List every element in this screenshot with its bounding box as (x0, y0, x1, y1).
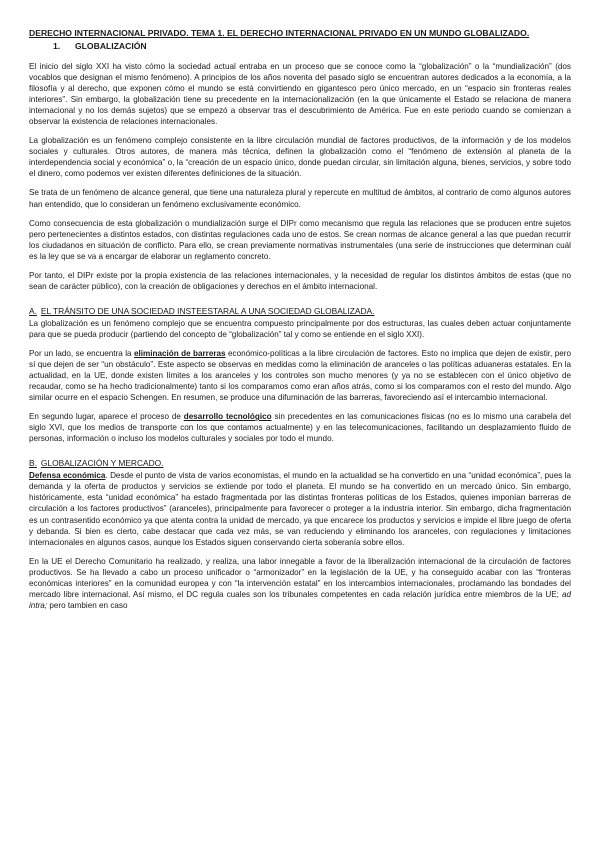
paragraph-1: El inicio del siglo XXI ha visto cómo la sociedad actual entraba en un proceso que se conoce como la “globalización” o la “mundialización” (dos vocablos que designan el mismo fenómeno). A principios de los años noventa del pasado siglo se encuentran autores dedicados a la economía, a la filosofía y al derecho, que exponen cómo el mundo se está convirtiendo en gigantesco pero único mercado, en un “espacio sin fronteras reales interiores”. Sin embargo, la globalización tiene su precedente en la internacionalización (en la que únicamente el Estado se relaciona de manera internacional y no los demás sujetos) que se empezó a observar tras el descubrimiento de América. Fue en este periodo cuando se comienzan a observar la existencia de relaciones internacionales. (29, 62, 571, 127)
subsection-a-paragraph-2 (29, 411, 571, 444)
text-run: En segundo lugar, aparece el proceso de (29, 412, 184, 422)
subsection-a-heading (29, 306, 571, 317)
emphasis-desarrollo: desarrollo tecnológico (183, 412, 272, 422)
paragraph-5: Por tanto, el DIPr existe por la propia existencia de las relaciones internacionales, y la necesidad de regular los distintos ámbitos de estas (que no sean de carácter público), con la creación de obligaciones y derechos en el ámbito internacional. (29, 270, 571, 291)
subsection-b-paragraph-1 (29, 470, 571, 547)
italic-ad-intra: ad intra; (29, 589, 571, 610)
emphasis-barreras: eliminación de barreras (133, 348, 226, 358)
section-number: 1. (53, 41, 61, 51)
text-run: En la UE el Derecho Comunitario ha realizado, y realiza, una labor innegable a favor de la liberalización internacional de la circulación de factores productivos. Se ha llevado a cabo un proceso unificador o “armonizador” en la legislación de la UE, y ha conseguido acabar con las “fronteras económicas interiores” en la comunidad europea y con “la intervención estatal” en los intercambios internacionales, proclamando las bondades del mercado libre internacional. Así mismo, el DC regula cuales son los tribunales competentes en cada relación jurídica entre miembros de la UE; (29, 556, 571, 599)
subsection-b-heading (29, 458, 571, 469)
subsection-a-letter: A. (29, 305, 37, 316)
subsection-b-letter: B. (29, 458, 37, 469)
text-run: económico-políticas a la libre circulación de factores. Esto no implica que dejen de existir, pero sí que dejen de ser “un obstáculo”. Este aspecto se observas en medidas como la eliminación de aranceles o las políticas aduaneras estatales. En la actualidad, en la UE, donde existen límites a los aranceles y los controles son mucho menores (y ya no se establecen con el único objetivo de recaudar, como se ha hecho tradicionalmente) tanto si los comparamos como eran años atrás, como si los comparamos con el resto del mundo. Algo similar ocurre en el espacio Schengen. En resumen, se produce una difuminación de las barreras, favoreciendo así el intercambio internacional. (29, 348, 571, 403)
text-run: pero tambien en caso (47, 600, 128, 610)
paragraph-4: Como consecuencia de esta globalización o mundialización surge el DIPr como mecanismo que regula las relaciones que se producen entre sujetos pero pertenecientes a distintos estados, con distintas regulaciones cada uno de estos. Se crean normas de alcance general a las que puedan recurrir los ciudadanos en situación de conflicto. Para ello, se crean previamente normativas instrumentales (una serie de instrucciones que determinan cuál es la ley que se va a encargar de elaborar un reglamento concreto. (29, 218, 571, 261)
section-heading (53, 41, 571, 52)
subsection-b-title: GLOBALIZACIÓN Y MERCADO. (40, 458, 164, 469)
subsection-a-paragraph-1 (29, 348, 571, 403)
text-run: sin precedentes en las comunicaciones físicas (no es lo mismo una carabela del siglo XVI, que los medios de transporte con los que contamos actualmente) y en las telecomunicaciones, facilitando un desplazamiento fluido de personas, información o incluso los modelos culturales y sociales por todo el mundo. (29, 412, 571, 444)
text-run: Por un lado, se encuentra la (29, 348, 134, 358)
paragraph-3: Se trata de un fenómeno de alcance general, que tiene una naturaleza plural y repercute en multitud de ámbitos, al contrario de como algunos autores han entendido, que lo consideran un fenómeno exclusivamente económico. (29, 188, 571, 209)
document-title: DERECHO INTERNACIONAL PRIVADO. TEMA 1. EL DERECHO INTERNACIONAL PRIVADO EN UN MUNDO GLOBALIZADO. (29, 28, 530, 38)
subsection-a-intro: La globalización es un fenómeno complejo que se encuentra compuesto principalmente por dos estructuras, las cuales deben actuar conjuntamente para que se pueda producir (partiendo del concepto de “globalización” tal y como se entiende en el siglo XXI). (29, 318, 571, 339)
subsection-b-paragraph-2 (29, 556, 571, 611)
subsection-a-title: EL TRÁNSITO DE UNA SOCIEDAD INSTEESTARAL A UNA SOCIEDAD GLOBALIZADA. (40, 305, 375, 316)
lead-defensa-economica: Defensa económica (29, 471, 106, 481)
text-run: . Desde el punto de vista de varios economistas, el mundo en la actualidad se ha convertido en una “unidad económica”, pues la demanda y la oferta de productos y servicios se extiende por todo el planeta. El mundo se ha convertido en un mercado único. Sin embargo, históricamente, esta “unidad económica” ha estado fragmentada por las distintas fronteras políticas de los Estados, quienes imponían barreras de circulación a los factores productivos” (aranceles), principalmente para favorecer o proteger a la industria interior. Sin embargo, dicha fragmentación es un contrasentido económico ya que atenta contra la unidad de mercado, ya que encarece los productos y servicios e impide el libre juego de oferta y debanda. Si bien es cierto, cabe destacar que cada vez más, se van reduciendo y eliminando los aranceles, con regulaciones y limitaciones internacionales en algunos casos, aunque los Estados siguen conservando cierta soberanía sobre ellos. (29, 471, 571, 547)
paragraph-2: La globalización es un fenómeno complejo consistente en la libre circulación mundial de factores productivos, de la información y de los modelos sociales y culturales. Otros autores, de manera más técnica, definen la globalización como el “fenómeno de extensión al planeta de la interdependencia social y económica” o, la “creación de un espacio único, donde puedan circular, sin limitación alguna, bienes, servicios, y sobre todo el dinero, como podemos ver existen diferentes definiciones de la situación. (29, 136, 571, 179)
section-heading-label: GLOBALIZACIÓN (75, 41, 147, 51)
